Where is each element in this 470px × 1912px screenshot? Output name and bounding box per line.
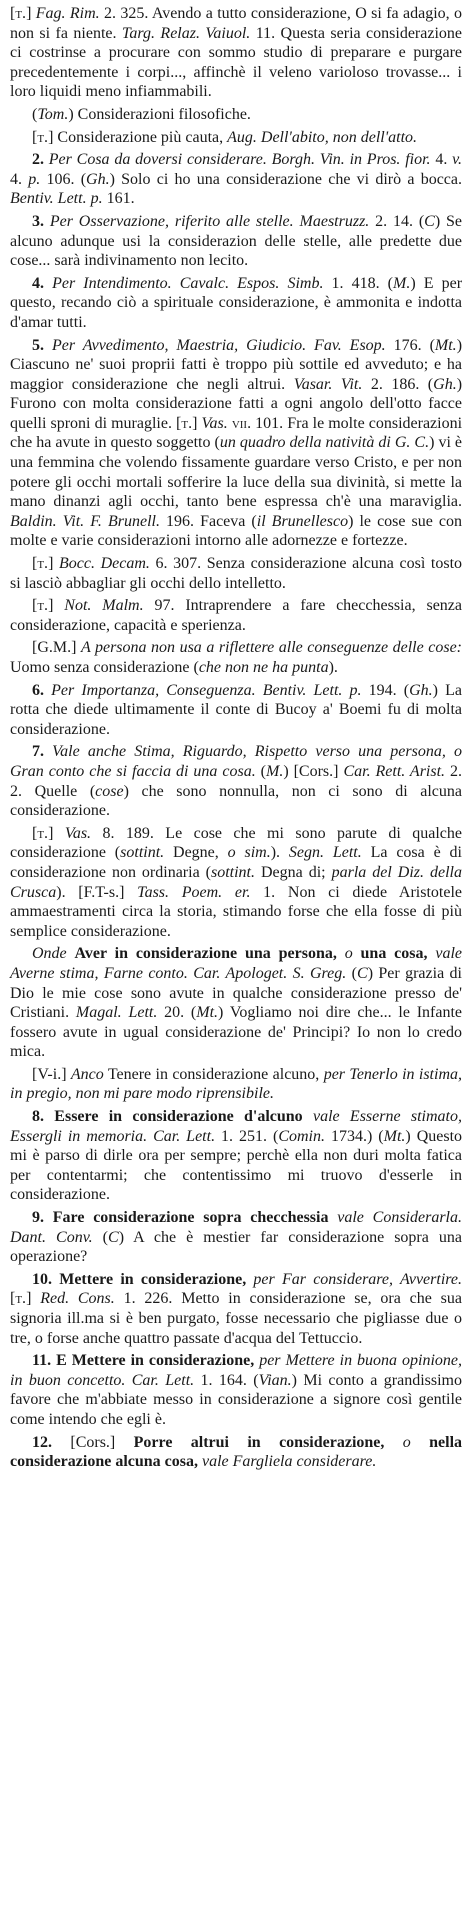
entry-paragraph: [G.M.] A persona non usa a riflettere alle conseguenze delle cose: Uomo senza considerazione (che non ne ha punta). (10, 639, 463, 676)
entry-paragraph: [t.] Not. Malm. 97. Intraprendere a fare checchessia, senza considerazione, capacità e sperienza. (10, 597, 462, 634)
entry-paragraph: [t.] Considerazione più cauta, Aug. Dell'abito, non dell'atto. (32, 128, 418, 146)
entry-paragraph: 8. Essere in considerazione d'alcuno vale Esserne stimato, Essergli in memoria. Car. Lett. 1. 251. (Comin. 1734.) (Mt.) Questo mi è parso di dirle ora per sempre; perchè ella non duri molta fatica per contentarmi; che contentissimo mi truovo d'esserle in considerazione. (10, 1108, 463, 1204)
entry-paragraph: Onde Aver in considerazione una persona, o una cosa, vale Averne stima, Farne conto. Car. Apologet. S. Greg. (C) Per grazia di Dio le mie cose sono avute in qualche considerazione presso de' Cristiani. Magal. Lett. 20. (Mt.) Vogliamo noi dire che... le Infante fossero avute in ugual considerazione de' Principi? Io non lo credo mica. (10, 945, 463, 1061)
entry-paragraph: [t.] Bocc. Decam. 6. 307. Senza considerazione alcuna così tosto si lasciò abbagliar gli occhi dello intelletto. (10, 555, 463, 592)
entry-paragraph: 3. Per Osservazione, riferito alle stelle. Maestruzz. 2. 14. (C) Se alcuno adunque usi la considerazion delle stelle, alle predette due cose... sarà indivinamento non lecito. (10, 212, 463, 270)
entry-paragraph: 12. [Cors.] Porre altrui in considerazione, o nella considerazione alcuna cosa, vale Fargliela considerare. (10, 1433, 463, 1471)
entry-paragraph: 2. Per Cosa da doversi considerare. Borgh. Vin. in Pros. fior. 4. v. 4. p. 106. (Gh.) Solo ci ho una considerazione che vi dirò a bocca. Bentiv. Lett. p. 161. (10, 151, 463, 208)
entry-paragraph: 11. E Mettere in considerazione, per Mettere in buona opinione, in buon concetto. Car. Lett. 1. 164. (Vian.) Mi conto a grandissimo favore che m'abbiate messo in considerazione a signore così gentile come intendo che egli è. (10, 1352, 463, 1428)
entry-paragraph: [t.] Fag. Rim. 2. 325. Avendo a tutto considerazione, O si fa adagio, o non si fa niente. Targ. Relaz. Vaiuol. 11. Questa seria considerazione ci costrinse a procurare con sommo studio di preparare e purgare precedentemente i corpi..., affinchè il veleno varioloso trovasse... i loro liquidi meno infiammabili. (10, 5, 463, 101)
entry-paragraph: 9. Fare considerazione sopra checchessia vale Considerarla. Dant. Conv. (C) A che è mestier far considerazione sopra una operazione? (10, 1209, 463, 1266)
entry-paragraph: 5. Per Avvedimento, Maestria, Giudicio. Fav. Esop. 176. (Mt.) Ciascuno ne' suoi proprii fatti è troppo più sottile ed avveduto; e ha maggior considerazione che negli altrui. Vasar. Vit. 2. 186. (Gh.) Furono con molta considerazione fatti a ogni angolo dell'otto facce quelli sproni di muraglie. [t.] Vas. vii. 101. Fra le molte considerazioni che ha avute in questo soggetto (un quadro della natività di G. C.) vi è una femmina che volendo fissamente guardare verso Cristo, e per non potere gli occhi mortali sofferire la luce della sua divinità, si mette la mano dinanzi agli occhi, tanto bene espressa ch'è una maraviglia. Baldin. Vit. F. Brunell. 196. Faceva (il Brunellesco) le cose sue con molte e varie considerazioni intorno alle adornezze e fortezze. (10, 336, 463, 550)
entry-paragraph: 4. Per Intendimento. Cavalc. Espos. Simb. 1. 418. (M.) E per questo, recando ciò a spirituale considerazione, è ammonita e indotta d'amar tutti. (10, 274, 463, 331)
entry-paragraph: [V-i.] Anco Tenere in considerazione alcuno, per Tenerlo in istima, in pregio, non mi pare modo riprensibile. (10, 1065, 463, 1103)
entry-paragraph: 7. Vale anche Stima, Riguardo, Rispetto verso una persona, o Gran conto che si faccia di una cosa. (M.) [Cors.] Car. Rett. Arist. 2. 2. Quelle (cose) che sono nonnulla, non ci sono di alcuna considerazione. (10, 743, 463, 820)
dictionary-entry-text (10, 4, 462, 1472)
entry-paragraph: [t.] Vas. 8. 189. Le cose che mi sono parute di qualche considerazione (sottint. Degne, o sim.). Segn. Lett. La cosa è di considerazione non ordinaria (sottint. Degna di; parla del Diz. della Crusca). [F.T-s.] Tass. Poem. er. 1. Non ci diede Aristotele ammaestramenti circa la storia, stimando forse che ella fosse di più semplice considerazione. (10, 824, 463, 940)
entry-paragraph: (Tom.) Considerazioni filosofiche. (32, 105, 251, 123)
entry-paragraph: 6. Per Importanza, Conseguenza. Bentiv. Lett. p. 194. (Gh.) La rotta che diede ultimamente il conte di Bucoy a' Boemi fu di molta considerazione. (10, 681, 462, 738)
entry-paragraph: 10. Mettere in considerazione, per Far considerare, Avvertire. [t.] Red. Cons. 1. 226. Metto in considerazione se, ora che sua signoria ill.ma si è ben purgato, fosse necessario che pigliasse due o tre, o forse anche quattro passate d'acqua del Tettuccio. (10, 1270, 463, 1347)
